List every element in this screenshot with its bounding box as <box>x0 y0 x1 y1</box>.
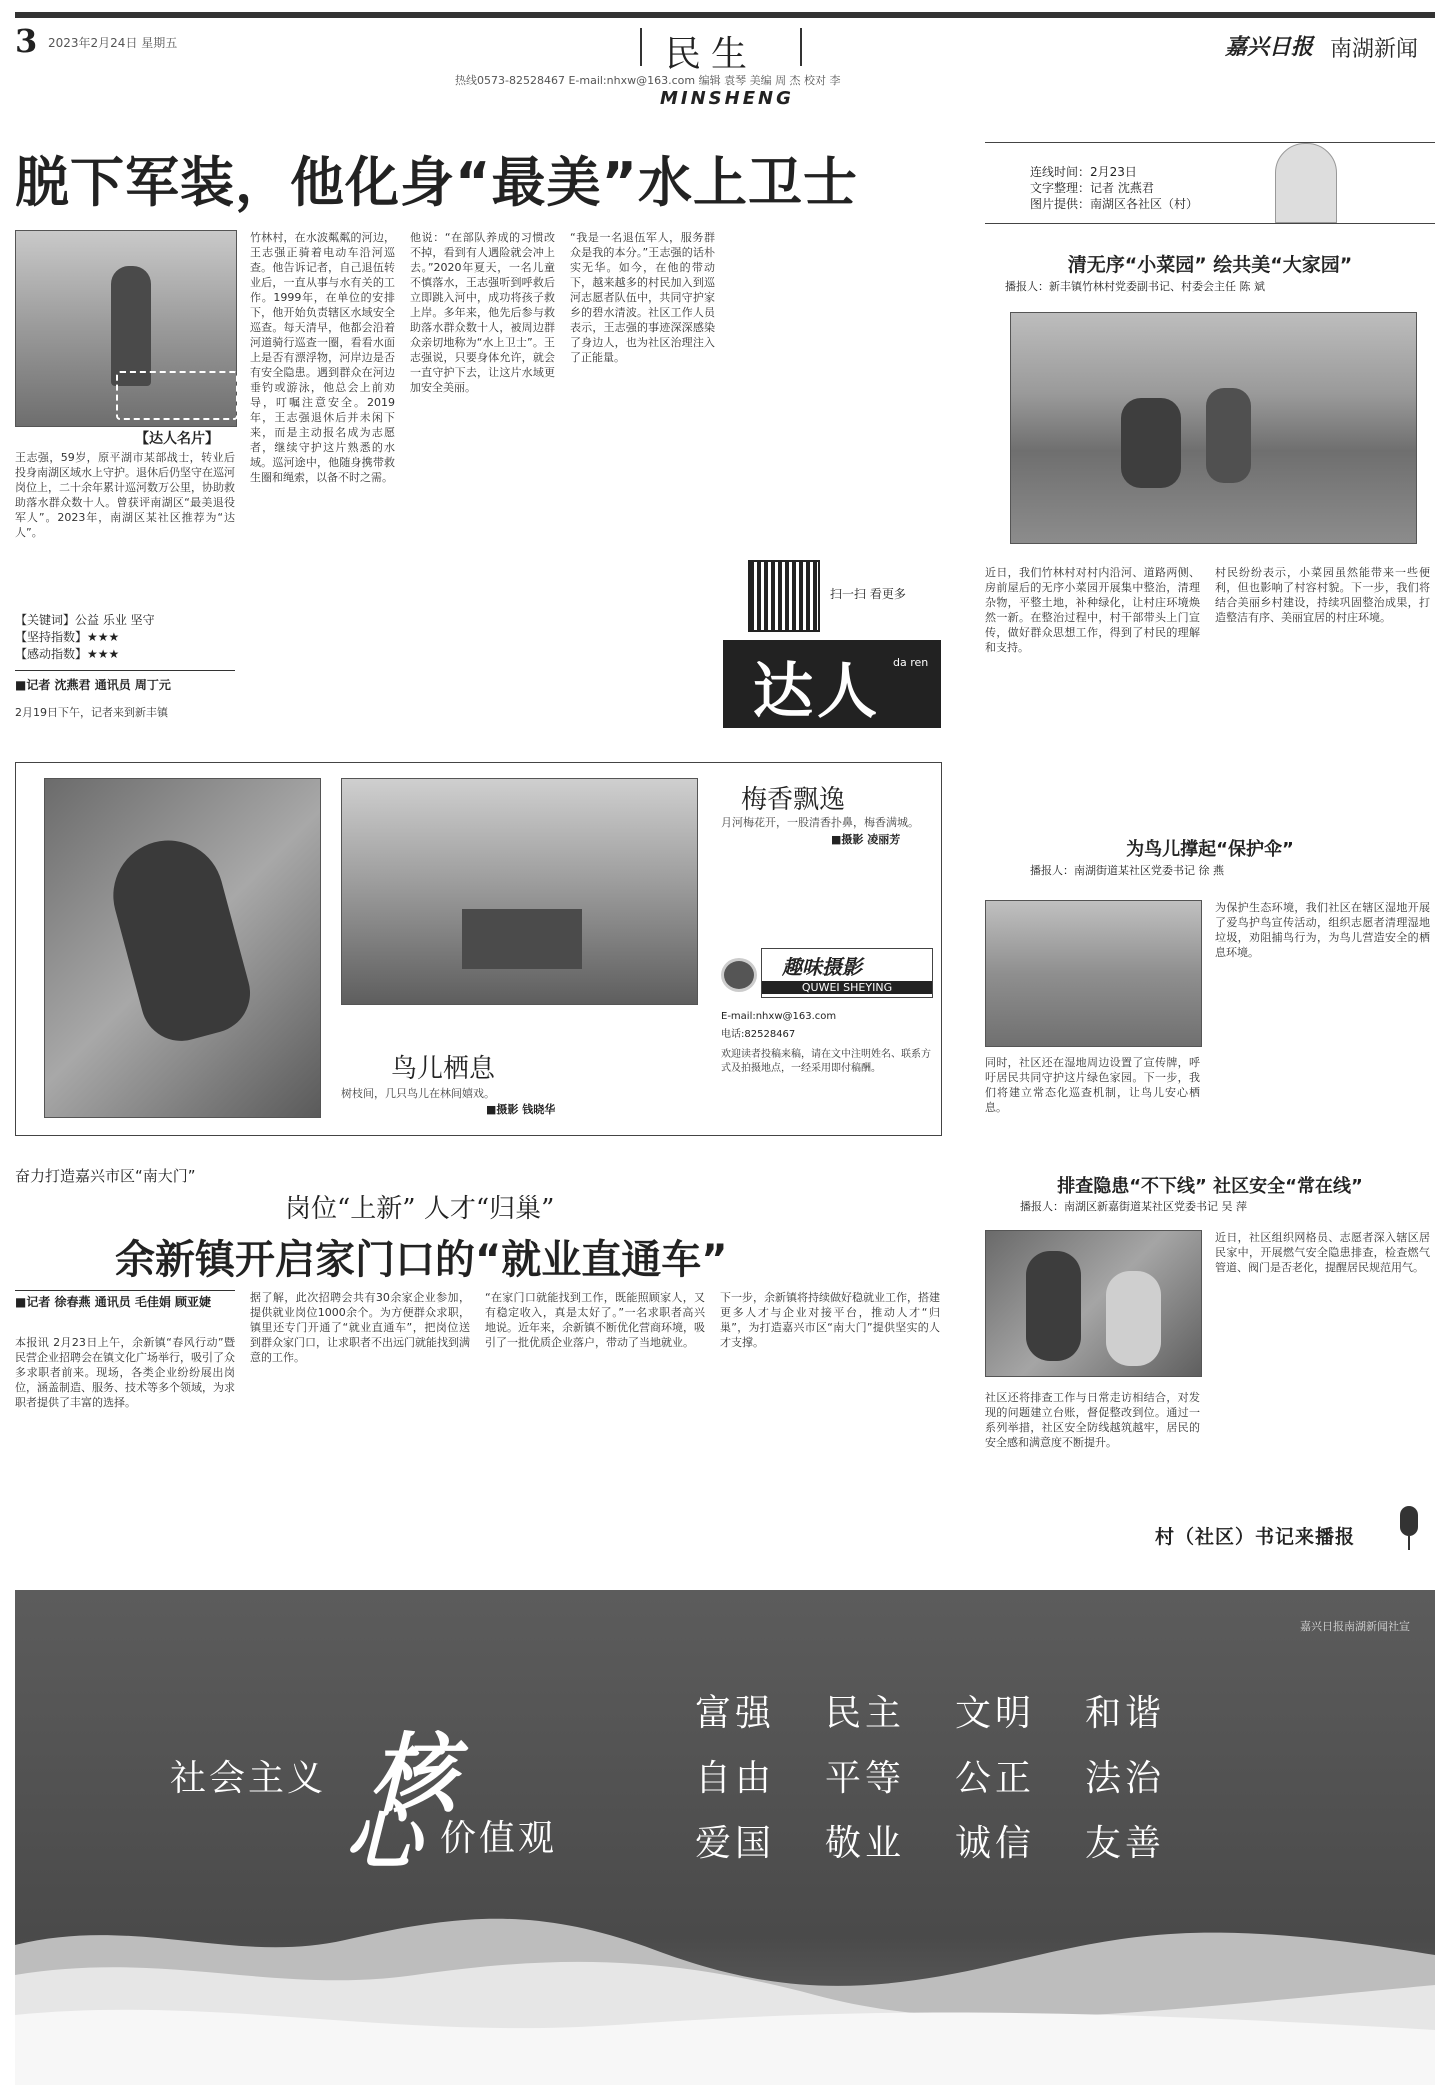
bird-caption: 树枝间，几只鸟儿在林间嬉戏。 <box>341 1087 495 1100</box>
lead-byline: ■记者 沈燕君 通讯员 周丁元 <box>15 678 171 692</box>
banner-big-char-1: 核 <box>370 1724 456 1825</box>
lead-col2: 竹林村，在水波粼粼的河边，王志强正骑着电动车沿河巡查。他告诉记者，自己退伍转业后，一直从事与水有关的工作。1999年，在单位的安排下，他开始负责辖区水域安全巡查。每天清早，他都会沿着河道骑行巡查一圈，看看水面上是否有漂浮物，河岸边是否有安全隐患。遇到群众在河边垂钓或游泳，他总会上前劝导，叮嘱注意安全。2019年，王志强退休后并未闲下来，而是主动报名成为志愿者，继续守护这片熟悉的水域。巡河途中，他随身携带救生圈和绳索，以备不时之需。 <box>250 231 395 484</box>
page-number: 3 <box>15 22 38 60</box>
value-word: 民主 <box>825 1693 906 1734</box>
fun-photo-email: E-mail:nhxw@163.com <box>721 1011 837 1022</box>
bird-figure <box>101 828 259 1050</box>
value-word: 公正 <box>955 1758 1036 1799</box>
story3-photo <box>985 1230 1202 1377</box>
lead-headline: 脱下军装，他化身“最美”水上卫士 <box>15 151 858 214</box>
lead-col1: 2月19日下午，记者来到新丰镇 <box>15 706 168 719</box>
microphone-icon <box>1400 1506 1418 1536</box>
section-title: 民生 <box>665 34 758 75</box>
story2-photo <box>985 900 1202 1047</box>
jobs-col4: 下一步，余新镇将持续做好稳就业工作，搭建更多人才与企业对接平台，推动人才“归巢”，为打造嘉兴市区“南大门”提供坚实的人才支撑。 <box>720 1291 940 1349</box>
story3-title: 排查隐患“不下线” 社区安全“常在线” <box>1057 1176 1363 1197</box>
story3-text-left: 社区还将排查工作与日常走访相结合，对发现的问题建立台账，督促整改到位。通过一系列举措，社区安全防线越筑越牢，居民的安全感和满意度不断提升。 <box>985 1391 1200 1449</box>
jobs-byline-rule <box>15 1290 235 1291</box>
fun-photo-phone: 电话:82528467 <box>721 1029 796 1040</box>
jobs-col1: 本报讯 2月23日上午，余新镇“春风行动”暨民营企业招聘会在镇文化广场举行，吸引了众多求职者前来。现场，各类企业纷纷展出岗位，涵盖制造、服务、技术等多个领域，为求职者提供了丰富的选择。 <box>15 1336 235 1409</box>
value-word: 诚信 <box>955 1823 1036 1864</box>
bird-credit: ■摄影 钱晓华 <box>486 1103 556 1116</box>
name-card-label: 【达人名片】 <box>135 431 219 447</box>
story3-reporter: 播报人：南湖区新嘉街道某社区党委书记 吴 萍 <box>1020 1200 1247 1213</box>
broadcast-footer: 村（社区）书记来播报 <box>1155 1526 1356 1548</box>
lead-tags <box>15 612 235 663</box>
plum-caption: 月河梅花开，一股清香扑鼻，梅香满城。 <box>721 816 919 829</box>
issue-date: 2023年2月24日 星期五 <box>48 36 178 50</box>
value-word: 友善 <box>1085 1823 1166 1864</box>
jobs-col3: “在家门口就能找到工作，既能照顾家人，又有稳定收入，真是太好了。”一名求职者高兴地说。近年来，余新镇不断优化营商环境，吸引了一批优质企业落户，带动了当地就业。 <box>485 1291 705 1349</box>
daren-pinyin: da ren <box>893 656 929 669</box>
story1-title: 清无序“小菜园” 绘共美“大家园” <box>1067 254 1353 276</box>
fun-photo-logo <box>761 948 933 998</box>
fun-photo-logo-title: 趣味摄影 <box>782 955 862 979</box>
section-pinyin: MINSHENG <box>660 88 794 109</box>
tag-moving: 【感动指数】★★★ <box>15 647 120 661</box>
value-word: 爱国 <box>695 1823 776 1864</box>
broadcast-meta-box <box>985 142 1435 224</box>
section-divider-left <box>640 28 642 66</box>
byline-rule <box>15 670 235 671</box>
section-divider-right <box>800 28 802 66</box>
lead-col3: 他说：“在部队养成的习惯改不掉，看到有人遇险就会冲上去。”2020年夏天，一名儿童不慎落水，王志强听到呼救后立即跳入河中，成功将孩子救上岸。多年来，他先后参与救助落水群众数十人，被周边群众亲切地称为“水上卫士”。王志强说，只要身体允许，就会一直守护下去，让这片水域更加安全美丽。 <box>410 231 555 394</box>
value-word: 法治 <box>1085 1758 1166 1799</box>
value-word: 自由 <box>695 1758 776 1799</box>
lead-photo <box>15 230 237 427</box>
plum-blossom-photo <box>341 778 698 1005</box>
great-wall-illustration <box>15 1855 1435 2085</box>
qr-caption: 扫一扫 看更多 <box>830 587 906 601</box>
story2-reporter: 播报人：南湖街道某社区党委书记 徐 燕 <box>1030 864 1224 877</box>
fun-photo-note: 欢迎读者投稿来稿，请在文中注明姓名、联系方式及拍摄地点，一经采用即付稿酬。 <box>721 1049 931 1074</box>
qr-code[interactable] <box>748 560 820 632</box>
megaphone-illustration <box>1275 143 1337 223</box>
value-word: 富强 <box>695 1693 776 1734</box>
newspaper-brand: 嘉兴日报 <box>1225 34 1314 60</box>
story2-text-left: 同时，社区还在湿地周边设置了宣传牌，呼吁居民共同守护这片绿色家园。下一步，我们将建立常态化巡查机制，让鸟儿安心栖息。 <box>985 1056 1200 1114</box>
contact-line: 热线0573-82528467 E-mail:nhxw@163.com 编辑 袁琴 美编 周 杰 校对 李 <box>455 74 841 87</box>
banner-left-text-1: 社会主义 <box>170 1758 327 1799</box>
fun-photo-logo-sub: QUWEI SHEYING <box>762 981 932 994</box>
filmstrip-decoration <box>116 371 238 420</box>
broadcast-editor: 文字整理：记者 沈燕君 <box>1030 181 1154 195</box>
jobs-headline: 余新镇开启家门口的“就业直通车” <box>115 1237 728 1283</box>
story1-reporter: 播报人：新丰镇竹林村党委副书记、村委会主任 陈 斌 <box>1005 280 1265 293</box>
bird-title: 鸟儿栖息 <box>391 1054 496 1084</box>
camera-icon <box>721 958 757 992</box>
daren-title: 达人 <box>753 657 881 727</box>
name-card-text: 王志强，59岁，原平湖市某部战士，转业后投身南湖区域水上守护。退休后仍坚守在巡河岗位上，二十余年累计巡河数万公里，协助救助落水群众数十人。曾获评南湖区“最美退役军人”。2023年，南湖区某社区推荐为“达人”。 <box>15 451 235 539</box>
tag-keywords: 【关键词】公益 乐业 坚守 <box>15 613 155 627</box>
story1-photo <box>1010 312 1417 544</box>
story1-text-left: 近日，我们竹林村对村内沿河、道路两侧、房前屋后的无序小菜园开展集中整治，清理杂物，平整土地，补种绿化，让村庄环境焕然一新。在整治过程中，村干部带头上门宣传，做好群众思想工作，得到了村民的理解和支持。 <box>985 566 1200 654</box>
bird-photo <box>44 778 321 1118</box>
story2-title: 为鸟儿撑起“保护伞” <box>1126 839 1294 860</box>
value-word: 平等 <box>825 1758 906 1799</box>
worker-figure <box>1026 1251 1081 1361</box>
jobs-col2: 据了解，此次招聘会共有30余家企业参加，提供就业岗位1000余个。为方便群众求职，镇里还专门开通了“就业直通车”，把岗位送到群众家门口，让求职者不出远门就能找到满意的工作。 <box>250 1291 470 1364</box>
jobs-subhead: 岗位“上新” 人才“归巢” <box>285 1194 555 1224</box>
jobs-kicker: 奋力打造嘉兴市区“南大门” <box>15 1167 196 1185</box>
plum-credit: ■摄影 凌丽芳 <box>831 833 901 846</box>
story1-text-right: 村民纷纷表示，小菜园虽然能带来一些便利，但也影响了村容村貌。下一步，我们将结合美丽乡村建设，持续巩固整治成果，打造整洁有序、美丽宜居的村庄环境。 <box>1215 566 1430 624</box>
daren-block <box>723 640 941 728</box>
broadcast-time: 连线时间：2月23日 <box>1030 165 1137 179</box>
person-figure <box>111 266 151 386</box>
banner-big-char-2: 心 <box>345 1791 421 1880</box>
jobs-byline: ■记者 徐春燕 通讯员 毛佳娟 顾亚婕 <box>15 1295 212 1309</box>
banner-note: 嘉兴日报南湖新闻社宣 <box>1300 1620 1410 1633</box>
value-word: 文明 <box>955 1693 1036 1734</box>
value-word: 和谐 <box>1085 1693 1166 1734</box>
story2-text-right: 为保护生态环境，我们社区在辖区湿地开展了爱鸟护鸟宣传活动，组织志愿者清理湿地垃圾，劝阻捕鸟行为，为鸟儿营造安全的栖息环境。 <box>1215 901 1430 959</box>
photo-feature-box <box>15 762 942 1136</box>
pavilion-figure <box>462 909 582 969</box>
tag-persistence: 【坚持指数】★★★ <box>15 630 120 644</box>
top-rule <box>15 12 1435 18</box>
villager-figure <box>1121 398 1181 488</box>
plum-title: 梅香飘逸 <box>741 785 846 815</box>
resident-figure <box>1106 1271 1161 1366</box>
value-word: 敬业 <box>825 1823 906 1864</box>
core-values-banner <box>15 1590 1435 2085</box>
lead-col4: “我是一名退伍军人，服务群众是我的本分。”王志强的话朴实无华。如今，在他的带动下，越来越多的村民加入到巡河志愿者队伍中，共同守护家乡的碧水清波。社区工作人员表示，王志强的事迹深深感染了身边人，也为社区治理注入了正能量。 <box>570 231 715 364</box>
banner-left-text-2: 价值观 <box>440 1818 558 1859</box>
microphone-stand <box>1408 1536 1410 1550</box>
story3-text-right: 近日，社区组织网格员、志愿者深入辖区居民家中，开展燃气安全隐患排查，检查燃气管道、阀门是否老化，提醒居民规范用气。 <box>1215 1231 1430 1274</box>
broadcast-photo-source: 图片提供：南湖区各社区（村） <box>1030 197 1199 211</box>
supplement-name: 南湖新闻 <box>1330 37 1419 62</box>
villager-figure-2 <box>1206 388 1251 483</box>
